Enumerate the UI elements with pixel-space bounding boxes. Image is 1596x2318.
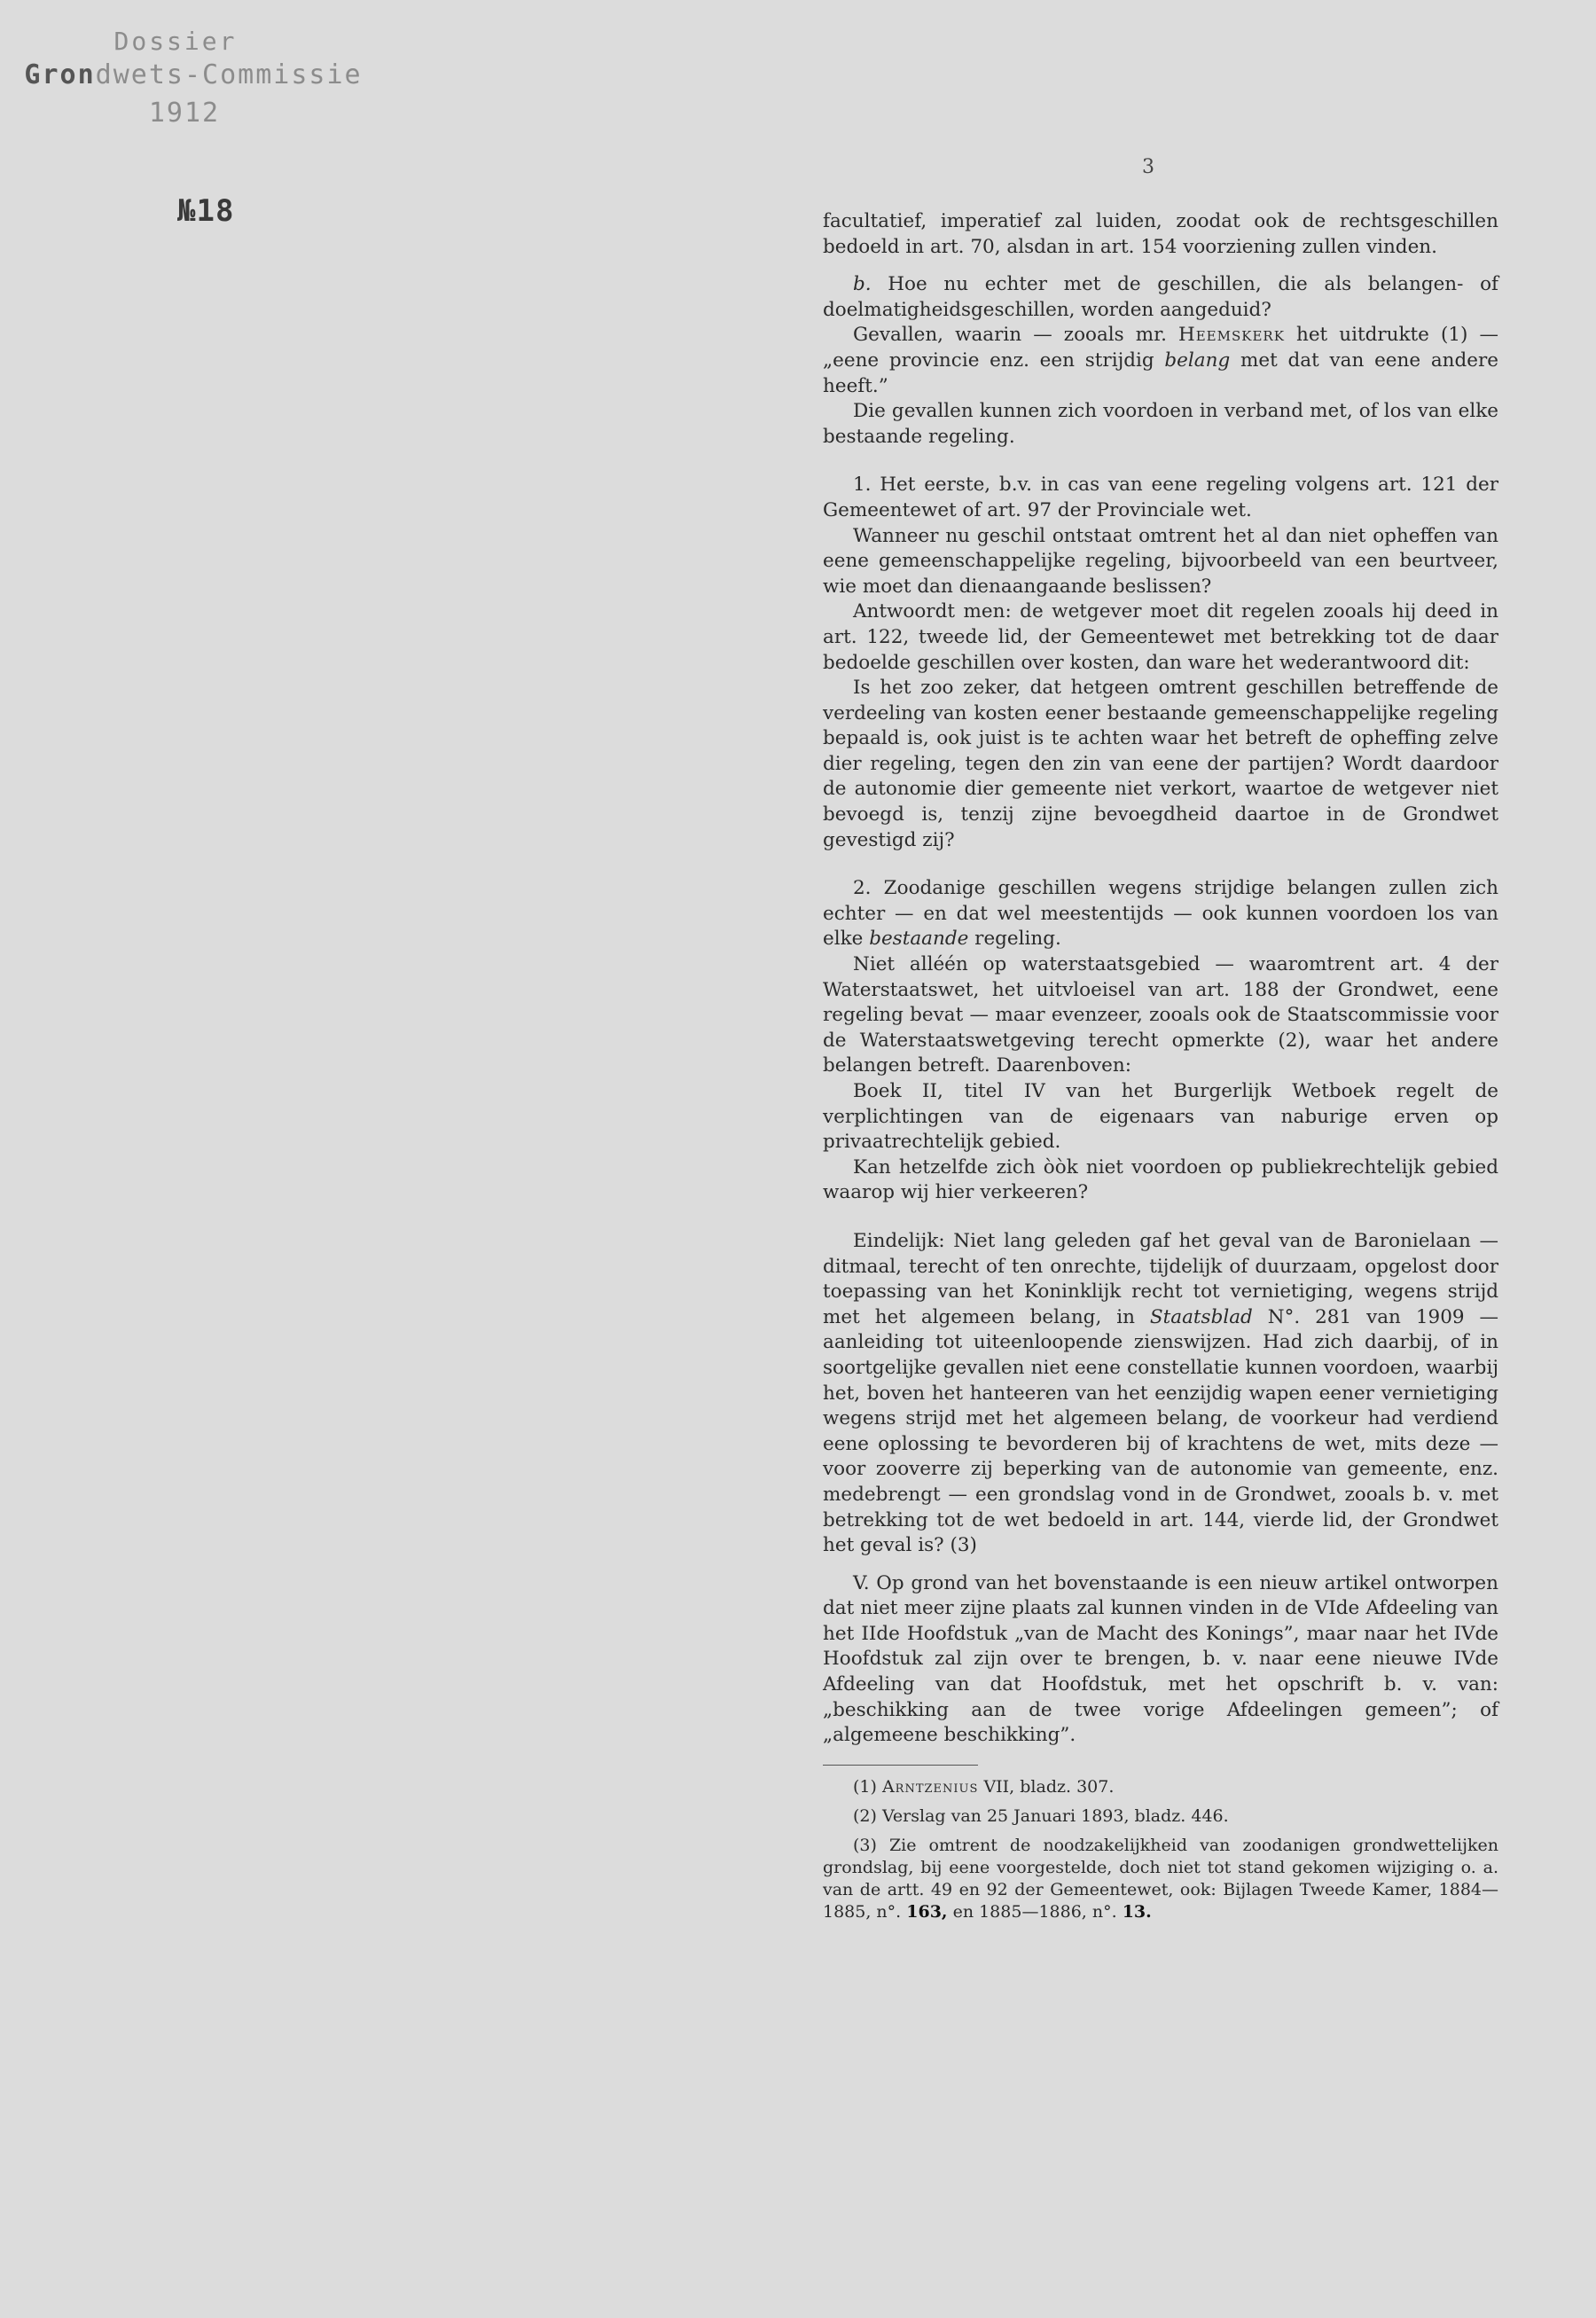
paragraph: Is het zoo zeker, dat hetgeen omtrent geschillen betreffende de verdeeling van kosten eener bestaande gemeenschappelijke regeling bepaald is, ook juist is te achten waar het betreft de opheffing zelve dier regeling, tegen den zin van eene der partijen? Wordt daardoor de autonomie dier gemeente niet verkort, waartoe de wetgever niet bevoegd is, tenzij zijne bevoegdheid daartoe in de Grondwet gevestigd zij?: [823, 677, 1498, 851]
footnote: [823, 1835, 1498, 1923]
paragraph: Niet alléén op waterstaatsgebied — waaromtrent art. 4 der Waterstaatswet, het uitvloeisel van art. 188 der Grondwet, eene regeling bevat — maar evenzeer, zooals ook de Staatscommissie voor de Waterstaatswetgeving terecht opmerkte (2), waar het andere belangen betreft. Daarenboven:: [823, 953, 1498, 1077]
paragraph-text: 2. Zoodanige geschillen wegens strijdige belangen zullen zich echter — en dat wel meestentijds — ook kunnen voordoen los van elke: [823, 877, 1498, 951]
paragraph-text: het uitdrukte (1) — „eene provincie enz. een strijdig: [823, 324, 1498, 372]
footnote: (2) Verslag van 25 Januari 1893, bladz. 446.: [853, 1805, 1229, 1826]
footnote-text: VII, bladz. 307.: [978, 1776, 1115, 1797]
archive-stamp: [7, 27, 379, 129]
emphasis: bestaande: [869, 928, 969, 951]
stamp-line-1: Dossier: [113, 27, 238, 56]
paragraph-text: Hoe nu echter met de geschillen, die als belangen- of doelmatigheidsgeschillen, worden aangeduid?: [823, 273, 1498, 321]
paragraph: V. Op grond van het bovenstaande is een nieuw artikel ontworpen dat niet meer zijne plaats zal kunnen vinden in de VIde Afdeeling van het IIde Hoofdstuk „van de Macht des Konings”, maar naar het IVde Hoofdstuk zal zijn over te brengen, b. v. naar eene nieuwe IVde Afdeeling van dat Hoofdstuk, met het opschrift b. v. van: „beschikking aan de twee vorige Afdeelingen gemeen”; of „algemeene beschikking”.: [823, 1571, 1498, 1747]
paragraph-marker: b.: [853, 273, 872, 296]
paragraph: [823, 323, 1498, 399]
paragraph-text: N°. 281 van 1909 — aanleiding tot uiteenloopende zienswijzen. Had zich daarbij, of in soortgelijke gevallen niet eene constellatie kunnen voordoen, waarbij het, boven het hanteeren van het eenzijdig wapen eener vernietiging wegens strijd met het algemeen belang, de voorkeur had verdiend eene oplossing te bevorderen bij of krachtens de wet, mits deze — voor zooverre zij beperking van de autonomie van gemeente, enz. medebrengt — een grondslag vond in de Grondwet, zooals b. v. met betrekking tot de wet bedoeld in art. 144, vierde lid, der Grondwet het geval is? (3): [823, 1305, 1498, 1557]
emphasis: Staatsblad: [1149, 1305, 1253, 1328]
paragraph: [823, 272, 1498, 323]
footnote-text: (3) Zie omtrent de noodzakelijkheid van zoodanigen grondwettelijken grondslag, bij eene voorgestelde, doch niet tot stand gekomen wijziging o. a. van de artt. 49 en 92 der Gemeentewet, ook: Bijlagen Tweede Kamer, 1884—1885, n°.: [823, 1835, 1498, 1922]
footnote: [823, 1776, 1498, 1798]
footnote-bold-number: 13.: [1122, 1901, 1152, 1922]
paragraph: [823, 876, 1498, 952]
person-name: Arntzenius: [881, 1776, 979, 1797]
footnote-divider: [823, 1765, 978, 1766]
stamp-line-2-rest: dwets-Commissie: [95, 59, 363, 90]
paragraph-text: Gevallen, waarin — zooals mr.: [853, 324, 1178, 347]
page-number: 3: [1142, 156, 1154, 178]
footnote-bold-number: 163,: [906, 1901, 948, 1922]
emphasis: belang: [1164, 348, 1231, 372]
paragraph: [823, 1229, 1498, 1559]
body-text: [823, 209, 1498, 1930]
stamp-line-2-bold: Gron: [24, 59, 96, 90]
paragraph: Wanneer nu geschil ontstaat omtrent het al dan niet opheffen van eene gemeenschappelijke regeling, bijvoorbeeld van een beurtveer, wie moet dan dienaangaande beslissen?: [823, 524, 1498, 598]
paragraph: 1. Het eerste, b.v. in cas van eene regeling volgens art. 121 der Gemeentewet of art. 97 der Provinciale wet.: [823, 474, 1498, 521]
paragraph-text: met dat van eene andere heeft.”: [823, 348, 1499, 397]
stamp-line-2: [7, 59, 379, 90]
paragraph: Boek II, titel IV van het Burgerlijk Wetboek regelt de verplichtingen van de eigenaars van naburige erven op privaatrechtelijk gebied.: [823, 1080, 1498, 1154]
person-name: Heemskerk: [1177, 324, 1285, 347]
footnotes: [823, 1776, 1498, 1923]
stamp-year: 1912: [148, 98, 221, 129]
footnote-text: (1): [853, 1776, 882, 1797]
document-number: №18: [177, 193, 235, 229]
paragraph: Die gevallen kunnen zich voordoen in verband met, of los van elke bestaande regeling.: [823, 400, 1498, 448]
footnote-text: en 1885—1886, n°.: [947, 1901, 1123, 1922]
paragraph-text: Eindelijk: Niet lang geleden gaf het geval van de Baronielaan — ditmaal, terecht of ten onrechte, tijdelijk of duurzaam, opgelost door toepassing van het Koninklijk recht tot vernietiging, wegens strijd met het algemeen belang, in: [823, 1229, 1498, 1328]
paragraph: facultatief, imperatief zal luiden, zoodat ook de rechtsgeschillen bedoeld in art. 70, alsdan in art. 154 voorziening zullen vinden.: [823, 210, 1498, 258]
paragraph-text: regeling.: [968, 928, 1061, 951]
paragraph: Antwoordt men: de wetgever moet dit regelen zooals hij deed in art. 122, tweede lid, der Gemeentewet met betrekking tot de daar bedoelde geschillen over kosten, dan ware het wederantwoord dit:: [823, 600, 1498, 674]
paragraph: Kan hetzelfde zich òòk niet voordoen op publiekrechtelijk gebied waarop wij hier verkeeren?: [823, 1155, 1498, 1204]
